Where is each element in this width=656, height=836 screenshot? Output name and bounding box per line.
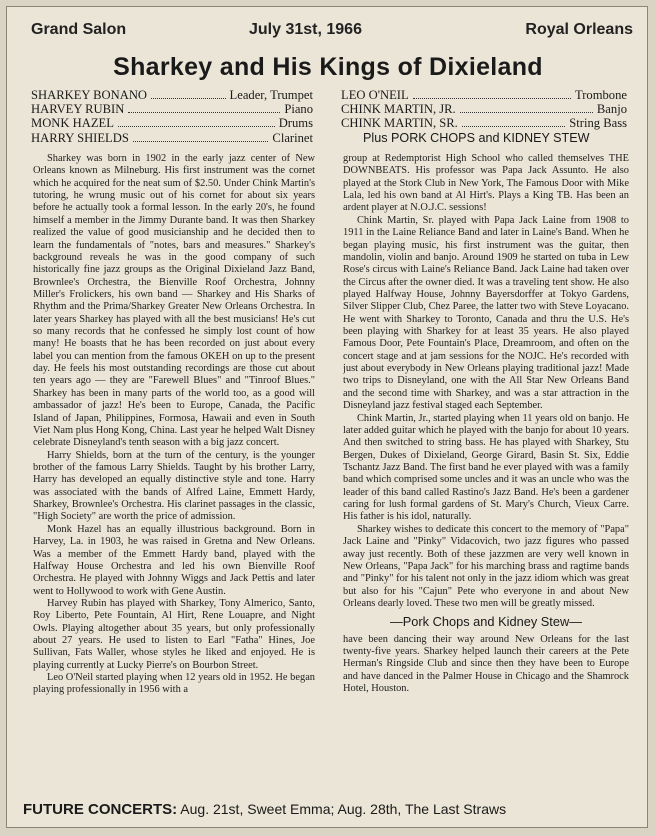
musician-name: LEO O'NEIL: [341, 88, 409, 102]
roster-row: [31, 88, 313, 102]
musician-name: HARRY SHIELDS: [31, 130, 129, 145]
left-column: [33, 153, 315, 783]
future-concerts: [23, 801, 643, 818]
musician-name: SHARKEY BONANO: [31, 88, 148, 102]
roster-right: [341, 88, 627, 131]
bio-leo-oneil-continued: group at Redemptorist High School who called themselves THE DOWNBEATS. His professor was Papa Jack Assunto. He also played at the Stork Club in New York, The Famous Door with Mike Lala, led his own band at Al Hirt's. Plays a King TB. Has been an ardent player at N.O.J.C. sessions!: [343, 153, 629, 214]
roster-row: [341, 116, 627, 130]
musician-role: Drums: [278, 116, 313, 131]
pork-chops-paragraph: have been dancing their way around New Orleans for the last twenty-five years. Sharkey helped launch their careers at the Pete Herman's Ringside Club and since then they have been to Europe and have danced in the Palmer House in Chicago and the Shamrock Hotel, Houston.: [343, 633, 629, 695]
bio-chink-martin-jr: Chink Martin, Jr., started playing when 11 years old on banjo. He later added guitar which he played with the banjo for about 10 years. And then switched to string bass. He has played with Sharkey, Stu Bergen, Dukes of Dixieland, George Girard, Basin St. Six, Eddie Tschantz Jazz Band. The first band he ever played with was a family band which comprised some uncles and it was an uncle who was the leader of this band called Rastino's Jazz Band. He's been a gardener caring for lush formal gardens of St. Mary's Church, Vieux Carre. His father is his idol, naturally.: [343, 412, 629, 523]
musician-role: String Bass: [569, 116, 627, 131]
bio-sharkey: Sharkey was born in 1902 in the early jazz center of New Orleans known as Milneburg. His first instrument was the cornet which he acquired for the neat sum of $2.50. Under Chink Martin's tutoring, he wrung music out of his cornet for about six years before he actually took a formal lesson. In the early 20's, he found himself a member in the Jimmy Durante band. It was then Sharkey realized the value of good musicianship and he decided then to learn the fundamentals of "notes, bars and measures." Sharkey's background reveals he was in the good company of such historically fine jazz groups as the Original Dixieland Jazz Band, Brownlee's Orchestra, the Bienville Roof Orchestra, Johnny Miller's Frolickers, his own band — Sharkey and His Sharks of Rhythm and the Prima/Sharkey Greater New Orleans Orchestra. In later years Sharkey has played with all the best musicians! He's cut so many records that he confessed he simply lost count of how many! He boasts that he has been recorded on just about every label you can mention from the famous OKEH on up to the present day. He feels his most outstanding recordings are those cut about ten years ago — they are "Farewell Blues" and "Tinroof Blues." Sharkey has been in many parts of the world too, as a good will ambassador of jazz! He's been to Europe, Canada, the Pacific Island of Japan, Philippines, Formosa, Hawaii and even in South Viet Nam plus Hong Kong, China. Last year he helped Walt Disney celebrate Disneyland's tenth season with a big jazz concert.: [33, 153, 315, 449]
dotted-leader: [118, 116, 275, 127]
plus-line: Plus PORK CHOPS and KIDNEY STEW: [363, 131, 590, 145]
bio-harry-shields: Harry Shields, born at the turn of the century, is the younger brother of the famous Larry Shields. Taught by his brother Larry, Harry has developed an equally distinctive style and tone. Harry was associated with the bands of Alfred Laine, Emmett Hardy, Sharkey, Brownlee's Orchestra. His clarinet passages in the classic, "High Society" are worth the price of admission.: [33, 449, 315, 523]
venue-label: Grand Salon: [31, 21, 127, 38]
roster-left: [31, 88, 313, 145]
date-label: July 31st, 1966: [249, 21, 362, 38]
dotted-leader: [128, 102, 280, 113]
program-header: [19, 21, 635, 47]
roster-row: [341, 102, 627, 116]
musician-name: CHINK MARTIN, SR.: [341, 116, 458, 131]
bio-harvey-rubin: Harvey Rubin has played with Sharkey, Tony Almerico, Santo, Roy Liberto, Pete Fountain, Al Hirt, Rene Louapre, and Night Owls. Playing altogether about 35 years, but only professionally about 27 years. He used to listen to Earl "Fatha" Hines, Joe Sullivan, Fats Waller, whose styles he liked and enjoyed. He is playing currently at Lucky Pierre's on Bourbon Street.: [33, 597, 315, 671]
roster-row: [31, 116, 313, 130]
roster-row: [31, 131, 313, 145]
musician-name: HARVEY RUBIN: [31, 102, 125, 117]
musician-role: Trombone: [574, 88, 627, 102]
musician-name: CHINK MARTIN, JR.: [341, 102, 456, 117]
dotted-leader: [460, 102, 593, 113]
program-sheet: [6, 6, 648, 828]
dotted-leader: [133, 131, 268, 142]
dotted-leader: [462, 116, 565, 127]
dotted-leader: [413, 88, 571, 99]
musician-name: MONK HAZEL: [31, 116, 114, 131]
bio-chink-martin-sr: Chink Martin, Sr. played with Papa Jack Laine from 1908 to 1911 in the Laine Reliance Band and later in Laine's Band. When he began playing music, his first instrument was the guitar, then mandolin, violin and banjo. Around 1909 he started on tuba in Lew Rose's circus with Laine's Reliance Band. Jack Laine had taken over the Circus after the owner died. It was a traveling tent show. He also played Halfway House, Johnny Bayersdorffer at Tokyo Gardens, Silver Slipper Club, Chez Paree, the latter two with Steve Loyacano. He went with Sharkey to Toronto, Canada and thru the U.S. He's been playing with Sharkey for at least 35 years. He also played Famous Door, Pete Fountain's Place, Dreamroom, and often on the concert stage and at jam sessions for the NOJC. He's recorded with just about everybody in New Orleans playing traditional jazz! Made two trips to Disneyland, one with the All Star New Orleans Band and the second time with Sharkey, and was a star attraction in the Disneyland jazz festival staged each September.: [343, 214, 629, 412]
future-concerts-label: FUTURE CONCERTS:: [23, 801, 178, 818]
pork-chops-subhead: —Pork Chops and Kidney Stew—: [389, 614, 583, 630]
page-title: Sharkey and His Kings of Dixieland: [113, 53, 543, 81]
roster-row: [31, 102, 313, 116]
bio-leo-oneil: Leo O'Neil started playing when 12 years old in 1952. He began playing professionally in 1956 with a: [33, 672, 315, 696]
future-concerts-text: Aug. 21st, Sweet Emma; Aug. 28th, The Last Straws: [180, 801, 507, 817]
right-column: [343, 153, 629, 783]
musician-role: Piano: [284, 102, 313, 117]
musician-role: Clarinet: [272, 130, 313, 145]
musician-role: Banjo: [596, 102, 627, 117]
bio-monk-hazel: Monk Hazel has an equally illustrious background. Born in Harvey, La. in 1903, he was raised in Gretna and New Orleans. Was a member of the Emmett Hardy band, played with the Halfway House Orchestra and led his own Bienville Roof Orchestra. He played with Johnny Wiggs and Jack Pettis and later went to Hollywood to work with Gene Austin.: [33, 523, 315, 597]
musician-role: Leader, Trumpet: [229, 88, 313, 102]
dedication-paragraph: Sharkey wishes to dedicate this concert to the memory of "Papa" Jack Laine and "Pinky" Vidacovich, two jazz figures who passed away just recently. Both of these jazzmen are very well known in New Orleans, "Papa Jack" for his marching brass and ragtime bands and "Pinky" for his talent not only in the jazz idiom which was great but also for his "Cajun" Pete who everyone in and about New Orleans dearly loved. These two men will be greatly missed.: [343, 523, 629, 609]
hotel-label: Royal Orleans: [525, 21, 633, 38]
roster-row: [341, 88, 627, 102]
dotted-leader: [151, 88, 226, 99]
